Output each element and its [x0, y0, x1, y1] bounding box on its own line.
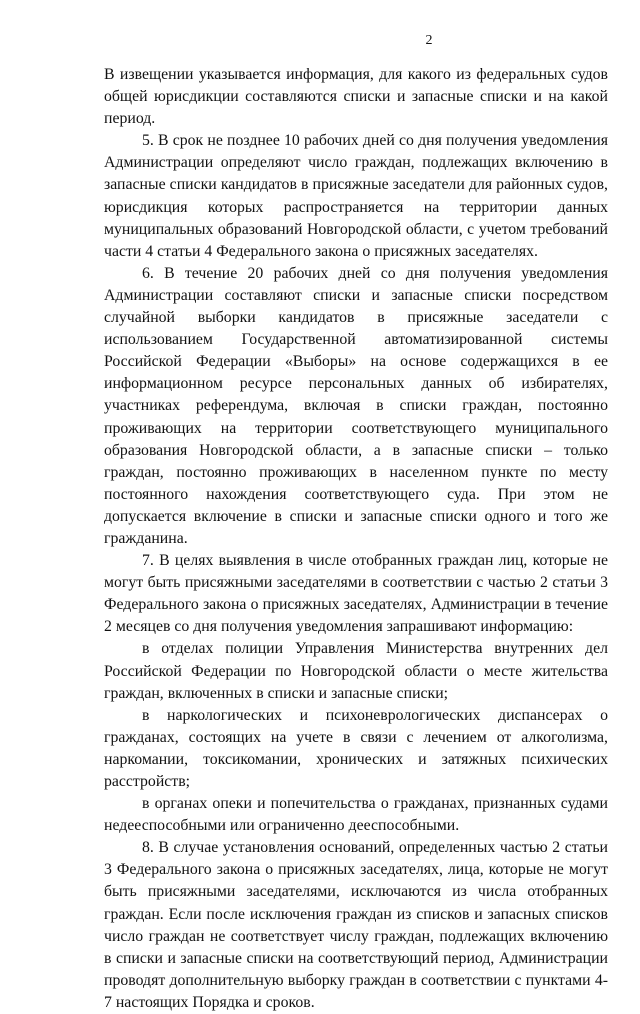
paragraph-item-6: 6. В течение 20 рабочих дней со дня получения уведомления Администрации составляют списки и запасные списки посредством случайной выборки кандидатов в присяжные заседатели с использованием Государственной автоматизированной системы Российской Федерации «Выборы» на основе содержащихся в ее информационном ресурсе персональных данных об избирателях, участниках референдума, включая в списки граждан, постоянно проживающих на территории соответствующего муниципального образования Новгородской области, а в запасные списки – только граждан, постоянно проживающих в населенном пункте по месту постоянного нахождения соответствующего суда. При этом не допускается включение в списки и запасные списки одного и того же гражданина.: [104, 264, 608, 547]
document-body: [104, 64, 608, 1014]
page-number: 2: [425, 33, 433, 48]
paragraph-item-7: 7. В целях выявления в числе отобранных граждан лиц, которые не могут быть присяжными заседателями в соответствии с частью 2 статьи 3 Федерального закона о присяжных заседателях, Администрации в течение 2 месяцев со дня получения уведомления запрашивают информацию:: [104, 552, 608, 636]
paragraph-item-8: 8. В случае установления оснований, определенных частью 2 статьи 3 Федерального закона о присяжных заседателях, лица, которые не могут быть присяжными заседателями, исключаются из числа отобранных граждан. Если после исключения граждан из списков и запасных списков число граждан не соответствует числу граждан, подлежащих включению в списки и запасные списки на соответствующий период, Администрации проводят дополнительную выборку граждан в соответствии с пунктами 4-7 настоящих Порядка и сроков.: [104, 839, 608, 1011]
paragraph-notice-info: В извещении указывается информация, для какого из федеральных судов общей юрисдикции составляются списки и запасные списки и на какой период.: [104, 66, 608, 128]
paragraph-guardianship-query: в органах опеки и попечительства о гражданах, признанных судами недееспособными или ограниченно дееспособными.: [104, 795, 608, 835]
paragraph-dispensary-query: в наркологических и психоневрологических диспансерах о гражданах, состоящих на учете в связи с лечением от алкоголизма, наркомании, токсикомании, хронических и затяжных психических расстройств;: [104, 706, 608, 790]
paragraph-item-5: 5. В срок не позднее 10 рабочих дней со дня получения уведомления Администрации определяют число граждан, подлежащих включению в запасные списки кандидатов в присяжные заседатели для районных судов, юрисдикция которых распространяется на территории данных муниципальных образований Новгородской области, с учетом требований части 4 статьи 4 Федерального закона о присяжных заседателях.: [104, 132, 608, 260]
paragraph-police-query: в отделах полиции Управления Министерства внутренних дел Российской Федерации по Новгородской области о месте жительства граждан, включенных в списки и запасные списки;: [104, 640, 608, 702]
